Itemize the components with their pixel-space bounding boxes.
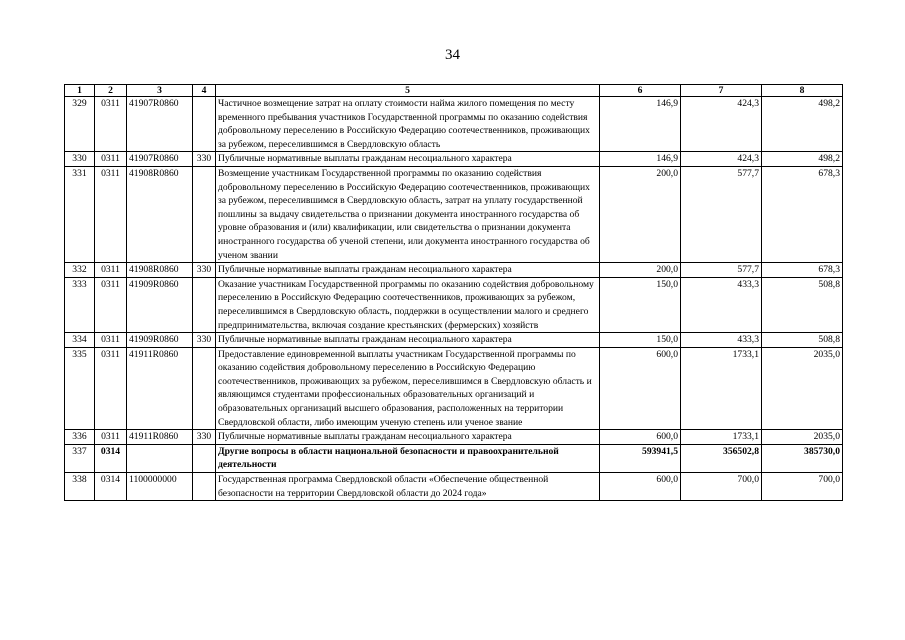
table-header-row [65,85,843,97]
row-number: 332 [65,263,95,278]
expense-type-code [193,277,216,332]
amount-col-8: 385730,0 [762,444,843,472]
row-description: Оказание участникам Государственной программы по оказанию содействия добровольному переселению в Российскую Федерацию соотечественников, проживающих за рубежом, переселившимся в Свердловскую область, поддержки в осуществлении малого и среднего предпринимательства, включая создание крестьянских (фермерских) хозяйств [216,277,600,332]
header-col-8: 8 [762,85,843,97]
amount-col-6: 150,0 [600,277,681,332]
table-row [65,333,843,348]
section-code: 0311 [95,347,127,430]
amount-col-6: 600,0 [600,347,681,430]
amount-col-7: 700,0 [681,473,762,501]
amount-col-6: 600,0 [600,473,681,501]
table-row [65,444,843,472]
section-code: 0311 [95,152,127,167]
table-row [65,277,843,332]
amount-col-6: 146,9 [600,97,681,152]
target-code: 41909R0860 [127,277,193,332]
amount-col-8: 2035,0 [762,347,843,430]
table-row [65,430,843,445]
expense-type-code: 330 [193,430,216,445]
table-row [65,97,843,152]
row-description: Публичные нормативные выплаты гражданам несоциального характера [216,263,600,278]
expense-type-code [193,166,216,262]
amount-col-7: 433,3 [681,277,762,332]
table-row [65,473,843,501]
table-row [65,166,843,262]
expense-type-code [193,347,216,430]
row-number: 335 [65,347,95,430]
row-description: Частичное возмещение затрат на оплату стоимости найма жилого помещения по месту временного пребывания участников Государственной программы по оказанию содействия добровольному переселению в Российскую Федерацию соотечественников, проживающих за рубежом, переселившимся в Свердловскую область [216,97,600,152]
amount-col-6: 146,9 [600,152,681,167]
amount-col-6: 150,0 [600,333,681,348]
amount-col-6: 200,0 [600,166,681,262]
target-code: 1100000000 [127,473,193,501]
row-description: Другие вопросы в области национальной безопасности и правоохранительной деятельности [216,444,600,472]
page-number: 34 [445,47,460,63]
expense-type-code [193,473,216,501]
target-code: 41911R0860 [127,347,193,430]
target-code: 41907R0860 [127,152,193,167]
table-row [65,152,843,167]
amount-col-6: 600,0 [600,430,681,445]
row-description: Государственная программа Свердловской области «Обеспечение общественной безопасности на территории Свердловской области до 2024 года» [216,473,600,501]
expense-type-code [193,97,216,152]
amount-col-8: 678,3 [762,166,843,262]
table-row [65,347,843,430]
expense-type-code: 330 [193,333,216,348]
amount-col-8: 700,0 [762,473,843,501]
section-code: 0311 [95,263,127,278]
section-code: 0311 [95,166,127,262]
target-code: 41909R0860 [127,333,193,348]
amount-col-7: 356502,8 [681,444,762,472]
amount-col-8: 508,8 [762,333,843,348]
row-description: Предоставление единовременной выплаты участникам Государственной программы по оказанию содействия добровольному переселению в Российскую Федерацию соотечественников, проживающих за рубежом, переселившимся в Свердловскую область и являющимся студентами профессиональных образовательных организаций и образовательных организаций высшего образования, расположенных на территории Свердловской области, либо имеющим ученую степень или ученое звание [216,347,600,430]
row-description: Публичные нормативные выплаты гражданам несоциального характера [216,152,600,167]
table-row [65,263,843,278]
amount-col-7: 424,3 [681,97,762,152]
row-number: 330 [65,152,95,167]
header-col-4: 4 [193,85,216,97]
row-number: 338 [65,473,95,501]
target-code: 41907R0860 [127,97,193,152]
row-number: 334 [65,333,95,348]
header-col-2: 2 [95,85,127,97]
amount-col-6: 593941,5 [600,444,681,472]
target-code: 41911R0860 [127,430,193,445]
budget-table [64,84,843,501]
expense-type-code: 330 [193,152,216,167]
amount-col-8: 2035,0 [762,430,843,445]
amount-col-8: 508,8 [762,277,843,332]
header-col-6: 6 [600,85,681,97]
section-code: 0311 [95,430,127,445]
header-col-5: 5 [216,85,600,97]
expense-type-code [193,444,216,472]
row-number: 331 [65,166,95,262]
amount-col-8: 498,2 [762,152,843,167]
section-code: 0311 [95,97,127,152]
target-code: 41908R0860 [127,263,193,278]
amount-col-7: 577,7 [681,263,762,278]
section-code: 0311 [95,277,127,332]
target-code [127,444,193,472]
row-number: 329 [65,97,95,152]
header-col-7: 7 [681,85,762,97]
amount-col-8: 678,3 [762,263,843,278]
amount-col-6: 200,0 [600,263,681,278]
amount-col-7: 1733,1 [681,430,762,445]
section-code: 0311 [95,333,127,348]
row-description: Возмещение участникам Государственной программы по оказанию содействия добровольному переселению в Российскую Федерацию соотечественников, проживающих за рубежом, переселившимся в Свердловскую область, затрат на уплату государственной пошлины за выдачу свидетельства о признании документа иностранного государства об уровне образования и (или) квалификации, или свидетельства о признании документа иностранного государства об ученой степени, или документа иностранного государства об ученом звании [216,166,600,262]
amount-col-7: 424,3 [681,152,762,167]
section-code: 0314 [95,473,127,501]
row-description: Публичные нормативные выплаты гражданам несоциального характера [216,333,600,348]
row-number: 337 [65,444,95,472]
amount-col-7: 1733,1 [681,347,762,430]
header-col-1: 1 [65,85,95,97]
amount-col-7: 577,7 [681,166,762,262]
row-number: 333 [65,277,95,332]
row-number: 336 [65,430,95,445]
amount-col-8: 498,2 [762,97,843,152]
section-code: 0314 [95,444,127,472]
header-col-3: 3 [127,85,193,97]
amount-col-7: 433,3 [681,333,762,348]
expense-type-code: 330 [193,263,216,278]
row-description: Публичные нормативные выплаты гражданам несоциального характера [216,430,600,445]
target-code: 41908R0860 [127,166,193,262]
